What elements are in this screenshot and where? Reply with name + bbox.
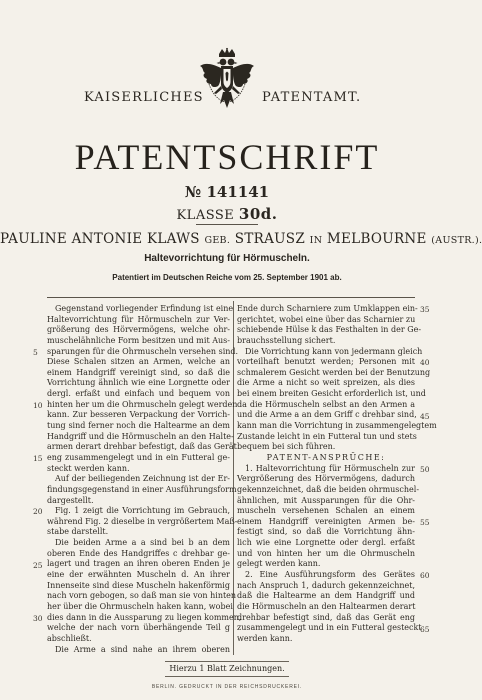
title-rule bbox=[196, 224, 258, 225]
text-line: festigt sind, so daß die Vorrichtung ähn- bbox=[237, 527, 415, 537]
text-line: gekennzeichnet, daß die beiden ohrmuschel- bbox=[237, 484, 420, 494]
text-line: schiebende Hülse k das Festhalten in der Ge- bbox=[237, 325, 422, 335]
text-line: ähnlichen, mit Aussparungen für die Ohr- bbox=[237, 495, 415, 505]
text-line: und von hinten her um die Ohrmuscheln bbox=[237, 548, 415, 558]
line-number: 30 bbox=[33, 613, 43, 623]
text-line: Die beiden Arme a a sind bei b an dem bbox=[55, 538, 230, 548]
text-line: 2. Eine Ausführungsform des Gerätes bbox=[245, 570, 415, 580]
line-number: 50 bbox=[420, 464, 430, 474]
text-line: kann. Zur besseren Verpackung der Vorrich- bbox=[47, 410, 230, 420]
text-line: Innenseite sind diese Muscheln hakenförmig bbox=[47, 580, 230, 590]
text-line: eine der erwähnten Muscheln d. An ihrer bbox=[47, 570, 230, 580]
text-line: oberen Ende des Handgriffes c drehbar ge- bbox=[47, 548, 230, 558]
text-line: Handgriff und die Hörmuscheln an den Halte- bbox=[47, 431, 234, 441]
text-line: bequem bei sich führen. bbox=[237, 442, 336, 452]
patent-class bbox=[0, 205, 454, 223]
inventor-city: MELBOURNE bbox=[326, 231, 427, 247]
text-line: Gegenstand vorliegender Erfindung ist eine bbox=[55, 304, 234, 313]
line-number: 35 bbox=[420, 305, 430, 314]
line-number: 20 bbox=[33, 507, 43, 517]
klasse-label: KLASSE bbox=[176, 208, 235, 223]
text-line: Vorrichtung ähnlich wie eine Lorgnette oder bbox=[47, 378, 230, 388]
inventor-line bbox=[0, 231, 482, 247]
text-line: abschließt. bbox=[47, 633, 92, 643]
text-line: einem Handgriff vereinigt sind, so daß die bbox=[47, 367, 230, 377]
line-number: 25 bbox=[33, 560, 43, 570]
text-line: daß die Haltearme an dem Handgriff und bbox=[237, 591, 415, 601]
document-title: PATENTSCHRIFT bbox=[74, 137, 380, 177]
text-line: armen derart drehbar befestigt, daß das Gerät bbox=[47, 442, 237, 452]
description-column-left bbox=[47, 304, 242, 655]
line-number: 45 bbox=[420, 411, 430, 421]
header-office-right: PATENTAMT. bbox=[262, 90, 362, 105]
text-line: Vergrößerung des Hörvermögens, dadurch bbox=[237, 474, 415, 484]
text-line: Fig. 1 zeigt die Vorrichtung im Gebrauch, bbox=[55, 506, 230, 516]
text-line: Zustande leicht in ein Futteral tun und stets bbox=[237, 431, 417, 441]
inventor-geb: GEB. bbox=[204, 235, 231, 246]
text-line: gerichtet, wobei eine über das Scharnier zu bbox=[237, 314, 416, 324]
text-line: dargestellt. bbox=[47, 495, 94, 505]
text-line: die Arme a nicht so weit spreizen, als dies bbox=[237, 378, 415, 388]
text-line: einem Handgriff vereinigten Armen be- bbox=[237, 516, 415, 526]
patented-date-line: Patentiert im Deutschen Reiche vom 25. September 1901 ab. bbox=[112, 273, 342, 282]
text-line: PATENT-ANSPRÜCHE: bbox=[266, 452, 386, 462]
text-line: kann man die Vorrichtung in zusammengelegtem bbox=[237, 421, 437, 431]
text-line: lich wie eine Lorgnette oder dergl. erfaßt bbox=[237, 538, 415, 548]
text-line: Diese Schalen sitzen an Armen, welche an bbox=[47, 357, 230, 367]
text-line: bei einem breiten Gesicht erforderlich ist, und bbox=[237, 389, 426, 399]
text-line: die Hörmuscheln an den Haltearmen derart bbox=[237, 601, 416, 611]
text-line: während Fig. 2 dieselbe in vergrößertem Maß- bbox=[47, 516, 238, 526]
header-office-left: KAISERLICHES bbox=[84, 90, 204, 105]
text-line: nach Anspruch 1, dadurch gekennzeichnet, bbox=[237, 580, 415, 590]
text-line: muscheln versehenen Schalen an einem bbox=[237, 506, 415, 516]
drawings-note: Hierzu 1 Blatt Zeichnungen. bbox=[165, 661, 289, 677]
text-line: hinten her um die Ohrmuscheln gelegt werden bbox=[47, 399, 238, 409]
text-line: stabe darstellt. bbox=[47, 527, 109, 537]
text-line: drehbar befestigt sind, daß das Gerät eng bbox=[237, 612, 415, 622]
text-line: steckt werden kann. bbox=[47, 463, 130, 473]
text-line: vorteilhaft benutzt werden; Personen mit bbox=[237, 357, 415, 367]
line-number: 5 bbox=[33, 347, 38, 357]
text-line: muschelähnliche Form besitzen und mit Aus- bbox=[47, 335, 230, 345]
text-line: und die Arme a an dem Griff c drehbar sind, bbox=[237, 410, 417, 420]
text-line: gelegt werden kann. bbox=[237, 559, 321, 569]
body-top-rule bbox=[47, 297, 415, 298]
line-number: 15 bbox=[33, 454, 43, 464]
inventor-maiden-name: STRAUSZ bbox=[234, 231, 306, 247]
line-number: 65 bbox=[420, 624, 430, 634]
inventor-name: PAULINE ANTONIE KLAWS bbox=[0, 231, 200, 247]
text-line: Haltevorrichtung für Hörmuscheln zur Ver- bbox=[47, 314, 230, 324]
text-line: dergl. erfaßt und einfach und bequem von bbox=[47, 389, 230, 399]
invention-title: Haltevorrichtung für Hörmuscheln. bbox=[144, 253, 310, 264]
text-line: schmalerem Gesicht werden bei der Benutzung bbox=[237, 367, 431, 377]
line-number: 40 bbox=[420, 358, 430, 368]
line-number: 60 bbox=[420, 571, 430, 581]
line-number: 10 bbox=[33, 400, 43, 410]
imperial-eagle-icon bbox=[199, 48, 255, 112]
text-line: welche der nach vorn überhängende Teil g bbox=[47, 623, 230, 633]
text-line: eng zusammengelegt und in ein Futteral ge- bbox=[47, 452, 230, 462]
text-line: werden kann. bbox=[237, 633, 293, 643]
line-number: 55 bbox=[420, 518, 430, 527]
text-line: dies dann in die Aussparung zu liegen kommen, bbox=[47, 612, 242, 622]
inventor-country: (AUSTR.). bbox=[431, 235, 482, 246]
patent-number: № 141141 bbox=[184, 183, 270, 201]
text-line: Auf der beiliegenden Zeichnung ist der Er- bbox=[55, 474, 230, 484]
text-line: findungsgegenstand in einer Ausführungsform bbox=[47, 484, 237, 494]
inventor-in: IN bbox=[309, 235, 323, 246]
text-line: Die Vorrichtung kann von jedermann gleich bbox=[245, 346, 423, 356]
text-line: Ende durch Scharniere zum Umklappen ein- bbox=[237, 304, 418, 313]
printer-imprint: BERLIN. GEDRUCKT IN DER REICHSDRUCKEREI. bbox=[151, 684, 303, 690]
text-line: zusammengelegt und in ein Futteral gesteckt bbox=[237, 623, 422, 633]
text-line: brauchsstellung sichert. bbox=[237, 335, 336, 345]
text-line: lagert und tragen an ihren oberen Enden je bbox=[47, 559, 230, 569]
text-line: größerung des Hörvermögens, welche ohr- bbox=[47, 325, 230, 335]
text-line: Die Arme a sind nahe an ihrem oberen bbox=[55, 644, 230, 654]
text-line: sparungen für die Ohrmuscheln versehen sind. bbox=[47, 346, 239, 356]
text-line: 1. Haltevorrichtung für Hörmuscheln zur bbox=[245, 463, 415, 473]
text-line: da die Hörmuscheln selbst an den Armen a bbox=[237, 399, 415, 409]
text-line: tung sind ferner noch die Haltearme an dem bbox=[47, 421, 230, 431]
text-line: nach vorn gebogen, so daß man sie von hinten bbox=[47, 591, 237, 601]
klasse-value: 30d. bbox=[238, 205, 278, 223]
text-line: her über die Ohrmuscheln haken kann, wobei bbox=[47, 601, 233, 611]
